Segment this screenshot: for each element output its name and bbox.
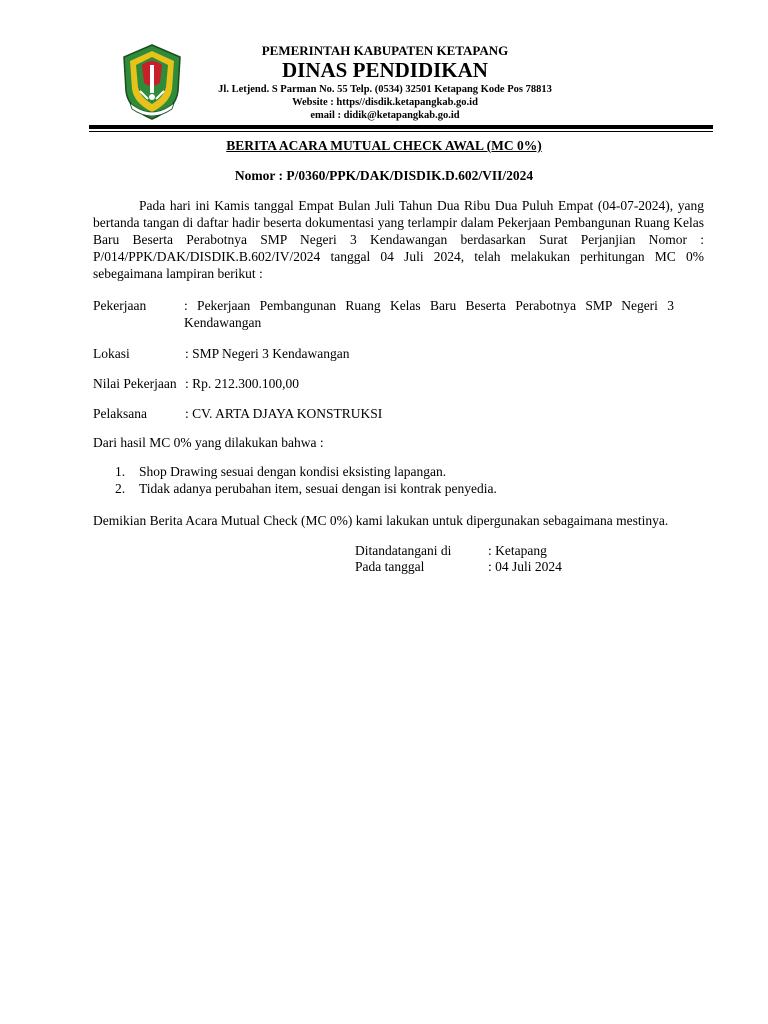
list-text: Tidak adanya perubahan item, sesuai dengan isi kontrak penyedia.	[139, 481, 497, 496]
field-value: : CV. ARTA DJAYA KONSTRUKSI	[185, 406, 383, 421]
closing-paragraph: Demikian Berita Acara Mutual Check (MC 0%) kami lakukan untuk dipergunakan sebagaimana mestinya.	[93, 513, 669, 528]
email-line: email : didik@ketapangkab.go.id	[310, 110, 460, 121]
signature-date-row	[355, 558, 615, 574]
document-title: BERITA ACARA MUTUAL CHECK AWAL (MC 0%)	[226, 138, 542, 153]
list-item	[93, 463, 704, 480]
header-divider-thin	[89, 131, 713, 132]
government-logo	[120, 43, 184, 121]
address-line: Jl. Letjend. S Parman No. 55 Telp. (0534) 32501 Ketapang Kode Pos 78813	[218, 84, 552, 95]
document-number: Nomor : P/0360/PPK/DAK/DISDIK.D.602/VII/2024	[234, 168, 534, 183]
agency-name: DINAS PENDIDIKAN	[282, 58, 488, 82]
field-label: Lokasi	[93, 346, 130, 361]
place-label: Ditandatangani di	[355, 543, 452, 558]
field-label: Pelaksana	[93, 406, 147, 421]
header-divider-thick	[89, 125, 713, 129]
field-label: Nilai Pekerjaan	[93, 376, 177, 391]
place-value: : Ketapang	[488, 543, 547, 558]
field-value: : Pekerjaan Pembangunan Ruang Kelas Baru Beserta Perabotnya SMP Negeri 3 Kendawangan	[184, 298, 674, 330]
website-line: Website : https//disdik.ketapangkab.go.id	[292, 97, 478, 108]
field-value: : SMP Negeri 3 Kendawangan	[185, 346, 350, 361]
government-name: PEMERINTAH KABUPATEN KETAPANG	[261, 43, 509, 58]
results-intro: Dari hasil MC 0% yang dilakukan bahwa :	[93, 435, 324, 450]
list-text: Shop Drawing sesuai dengan kondisi eksisting lapangan.	[139, 464, 447, 479]
list-item	[93, 480, 704, 497]
field-value: : Rp. 212.300.100,00	[185, 376, 300, 391]
opening-paragraph: Pada hari ini Kamis tanggal Empat Bulan Juli Tahun Dua Ribu Dua Puluh Empat (04-07-2024), yang bertanda tangan di daftar hadir beserta dokumentasi yang terlampir dalam Pekerjaan Pembangunan Ruang Kelas Baru Beserta Perabotnya SMP Negeri 3 Kendawangan berdasarkan Surat Perjanjian Nomor : P/014/PPK/DAK/DISDIK.B.602/IV/2024 tanggal 04 Juli 2024, telah melakukan perhitungan MC 0% sebegaimana lampiran berikut :	[93, 198, 704, 281]
list-number: 2.	[115, 481, 126, 496]
date-value: : 04 Juli 2024	[488, 559, 562, 574]
date-label: Pada tanggal	[355, 559, 425, 574]
letterhead	[180, 43, 590, 122]
signature-place-row	[355, 542, 615, 558]
list-number: 1.	[115, 464, 126, 479]
signature-block	[355, 542, 615, 574]
results-list	[93, 463, 704, 497]
field-label: Pekerjaan	[93, 298, 147, 313]
